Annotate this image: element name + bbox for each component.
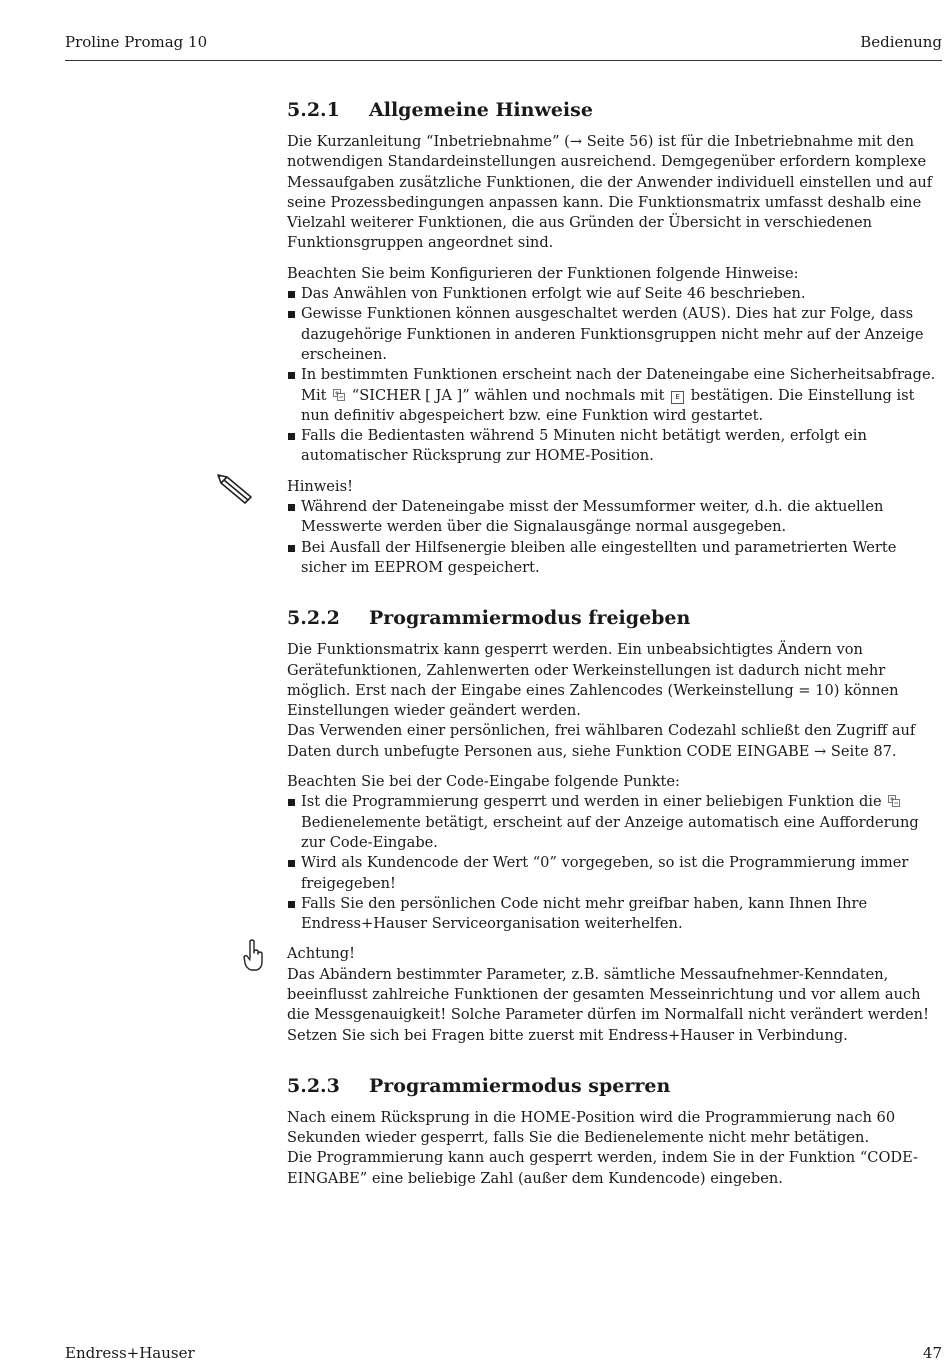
list-item: Bei Ausfall der Hilfsenergie bleiben alle eingestellten und parametrierten Werte sicher im EEPROM gespeichert. xyxy=(287,538,942,579)
pointing-hand-icon xyxy=(241,938,265,972)
paragraph-body xyxy=(287,1108,942,1189)
plus-minus-keys-icon xyxy=(888,795,900,807)
running-header-chapter: Bedienung xyxy=(860,33,942,51)
page-number: 47 xyxy=(922,1344,942,1362)
section-number: 5.2.1 xyxy=(287,99,340,121)
paragraph-line: Das Verwenden einer persönlichen, frei wählbaren Codezahl schließt den Zugriff auf Daten durch unbefugte Personen aus, siehe Funktion CODE EINGABE → Seite 87. xyxy=(287,722,916,760)
list-item: Falls die Bedientasten während 5 Minuten nicht betätigt werden, erfolgt ein automatischer Rücksprung zur HOME-Position. xyxy=(287,426,942,467)
paragraph-line: Nach einem Rücksprung in die HOME-Position wird die Programmierung nach 60 Sekunden wieder gesperrt, falls Sie die Bedienelemente nicht mehr betätigen. xyxy=(287,1108,896,1147)
section-heading-5-2-3 xyxy=(287,1073,942,1099)
bullet-list-hints xyxy=(287,284,942,467)
plus-minus-keys-icon xyxy=(333,389,345,401)
note-block xyxy=(287,477,942,578)
note-title: Hinweis! xyxy=(287,477,353,495)
warning-text: Das Abändern bestimmter Parameter, z.B. sämtliche Messaufnehmer-Kenndaten, beeinflusst zahlreiche Funktionen der gesamten Messeinrichtung und vor allem auch die Messgenauigkeit! Solche Parameter dürfen im Normalfall nicht verändert werden! Setzen Sie sich bei Fragen bitte zuerst mit Endress+Hauser in Verbindung. xyxy=(287,965,929,1044)
list-item-text: “SICHER [ JA ]” wählen und nochmals mit xyxy=(351,386,665,404)
bullet-list-note xyxy=(287,497,942,578)
list-item: Falls Sie den persönlichen Code nicht mehr greifbar haben, kann Ihnen Ihre Endress+Hauser Serviceorganisation weiterhelfen. xyxy=(287,894,942,935)
footer-brand: Endress+Hauser xyxy=(65,1344,195,1362)
list-item-text: Bedienelemente betätigt, erscheint auf der Anzeige automatisch eine Aufforderung zur Code-Eingabe. xyxy=(301,813,919,851)
section-title: Allgemeine Hinweise xyxy=(369,99,593,121)
list-item-text: bestätigen. Die Einstellung ist nun definitiv abgespeichert bzw. eine Funktion wird gestartet. xyxy=(301,386,915,424)
page-content xyxy=(287,97,942,1199)
list-item: Wird als Kundencode der Wert “0” vorgegeben, so ist die Programmierung immer freigegeben! xyxy=(287,853,942,894)
section-number: 5.2.2 xyxy=(287,607,340,630)
header-rule xyxy=(65,60,942,61)
paragraph-line: Die Programmierung kann auch gesperrt werden, indem Sie in der Funktion “CODE-EINGABE” eine beliebige Zahl (außer dem Kundencode) eingeben. xyxy=(287,1149,918,1187)
paragraph-lead: Beachten Sie beim Konfigurieren der Funktionen folgende Hinweise: xyxy=(287,264,799,282)
section-title: Programmiermodus sperren xyxy=(369,1074,671,1097)
paragraph-body xyxy=(287,640,942,762)
section-heading-5-2-1 xyxy=(287,97,942,123)
warning-title: Achtung! xyxy=(287,945,355,963)
list-item: Gewisse Funktionen können ausgeschaltet werden (AUS). Dies hat zur Folge, dass dazugehörige Funktionen in anderen Funktionsgruppen nicht mehr auf der Anzeige erscheinen. xyxy=(287,304,942,365)
section-title: Programmiermodus freigeben xyxy=(369,607,691,630)
warning-block xyxy=(287,944,942,1045)
pencil-note-icon xyxy=(215,471,255,505)
paragraph-lead: Beachten Sie bei der Code-Eingabe folgende Punkte: xyxy=(287,773,680,791)
paragraph-line: Die Funktionsmatrix kann gesperrt werden. Ein unbeabsichtigtes Ändern von Gerätefunktionen, Zahlenwerten oder Werkeinstellungen ist dadurch nicht mehr möglich. Erst nach der Eingabe eines Zahlencodes (Werkeinstellung = 10) können Einstellungen wieder geändert werden. xyxy=(287,641,899,720)
bullet-list-code xyxy=(287,792,942,934)
list-item: Das Anwählen von Funktionen erfolgt wie auf Seite 46 beschrieben. xyxy=(287,284,942,304)
list-item xyxy=(287,365,942,426)
paragraph-intro: Die Kurzanleitung “Inbetriebnahme” (→ Seite 56) ist für die Inbetriebnahme mit den notwendigen Standardeinstellungen ausreichend. Demgegenüber erfordern komplexe Messaufgaben zusätzliche Funktionen, die der Anwender individuell einstellen und auf seine Prozessbedingungen anpassen kann. Die Funktionsmatrix umfasst deshalb eine Vielzahl weiterer Funktionen, die aus Gründen der Übersicht in verschiedenen Funktionsgruppen angeordnet sind. xyxy=(287,133,933,252)
section-number: 5.2.3 xyxy=(287,1074,340,1097)
list-item-text: In bestimmten Funktionen erscheint nach der Dateneingabe eine Sicherheitsabfrage. xyxy=(301,366,936,384)
enter-key-icon: E xyxy=(671,391,684,404)
list-item xyxy=(287,792,942,853)
list-item-text: Mit xyxy=(301,386,327,404)
running-header-product: Proline Promag 10 xyxy=(65,33,208,51)
list-item: Während der Dateneingabe misst der Messumformer weiter, d.h. die aktuellen Messwerte werden über die Signalausgänge normal ausgegeben. xyxy=(287,497,942,538)
list-item-text: Ist die Programmierung gesperrt und werden in einer beliebigen Funktion die xyxy=(301,793,882,811)
section-heading-5-2-2 xyxy=(287,605,942,631)
